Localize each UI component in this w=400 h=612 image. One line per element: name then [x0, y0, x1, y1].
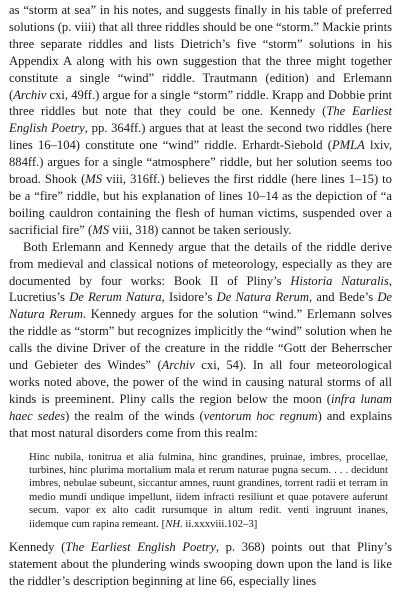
paragraph-3: Kennedy (The Earliest English Poetry, p. 368) points out that Pliny’s statement about the plundering winds swooping down upon the land is like the riddler’s description beginning at line 66, especially lines — [9, 540, 392, 588]
latin-quotation: Hinc nubila, tonitrua et alia fulmina, hinc grandines, pruinae, imbres, procellae, turbines, hinc plurima mortalium mala et rerum naturae pugna secum. . . . decidunt imbres, nebulae subeunt, siccantur amnes, ruunt grandines, torrent radii et terram in medio mundi undique impellunt, iidem infracti resiliunt et quae potavere auferunt secum. vapor ex alto cadit rursumque in altum redit. venti ingruunt inanes, iidemque cum rapina remeant. [NH. ii.xxxviii.102–3] — [29, 450, 388, 530]
paragraph-2: Both Erlemann and Kennedy argue that the details of the riddle derive from medieval and classical notions of meteorology, especially as they are documented by four works: Book II of Pliny’s Historia Naturalis, Lucretius’s De Rerum Natura, Isidore’s De Natura Rerum, and Bede’s De Natura Rerum. Kennedy argues for the solution “wind.” Erlemann solves the riddle as “storm” but recognizes implicitly the “wind” solution when he calls the divine Driver of the creature in the riddle “Gott der Beherrscher und Gebieter des Windes” (Archiv cxi, 54). In all four meteorological works noted above, the power of the wind in causing natural storms of all kinds is preeminent. Pliny calls the region below the moon (infra lunam haec sedes) the realm of the winds (ventorum hoc regnum) and explains that most natural disorders come from this realm: — [9, 239, 393, 440]
paragraph-1: as “storm at sea” in his notes, and suggests finally in his table of preferred solutions (p. viii) that all three riddles should be one “storm.” Mackie prints three separate riddles and lists Dietrich’s five “storm” solutions in his Appendix A along with his own suggestion that the three might together constitute a single “wind” riddle. Trautmann (edition) and Erlemann (Archiv cxi, 49ff.) argue for a single “storm” riddle. Krapp and Dobbie print three riddles but note that they could be one. Kennedy (The Earliest English Poetry, pp. 364ff.) argues that at least the second two riddles (here lines 16–104) constitute one “wind” riddle. Erhardt-Siebold (PMLA lxiv, 884ff.) argues for a single “atmosphere” riddle, but her solution seems too broad. Shook (MS viii, 316ff.) believes the first riddle (here lines 1–15) to be a “fire” riddle, but his explanation of lines 10–14 as the depiction of “a boiling cauldron containing the flesh of human victims, suspended over a sacrificial fire” (MS viii, 318) cannot be taken seriously. — [9, 3, 393, 237]
